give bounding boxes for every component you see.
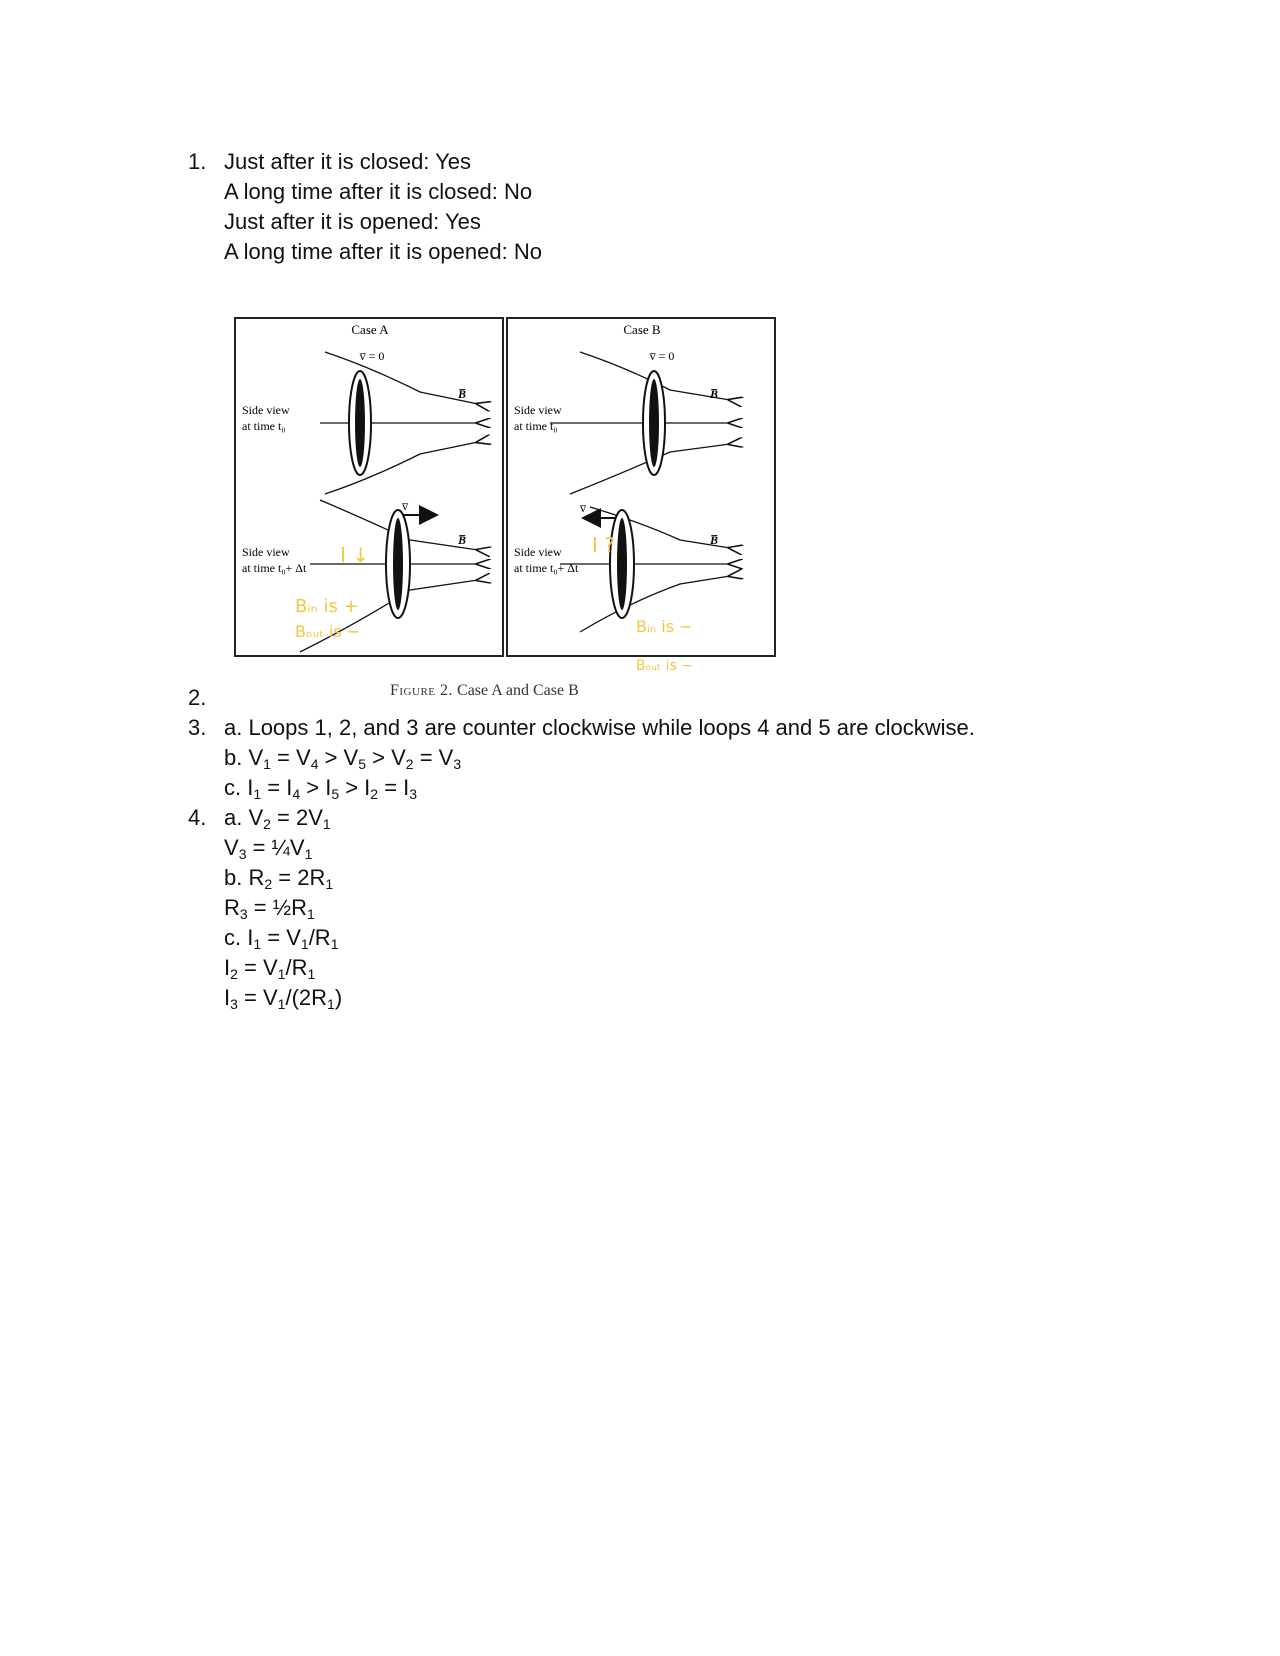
case-a-title: Case A [351, 322, 389, 337]
t: V [224, 835, 239, 860]
item-1-line-2: A long time after it is closed: No [224, 179, 533, 204]
t: = V [270, 745, 311, 770]
item-1-line-3: Just after it is opened: Yes [224, 209, 481, 234]
sub: 1 [327, 996, 335, 1012]
sub: 2 [263, 816, 271, 832]
sub: 2 [405, 756, 414, 772]
case-b-panel [507, 318, 775, 656]
sub: 3 [409, 786, 418, 802]
item-4-number: 4. [188, 805, 207, 830]
sub: 5 [358, 756, 367, 772]
sub: 3 [239, 906, 248, 922]
item-4-c3 [224, 984, 342, 1012]
item-2-number: 2. [188, 685, 207, 710]
case-a-top-v-label: v̅ = 0 [359, 349, 385, 363]
case-a-bottom-b-label: B̅ [458, 533, 467, 547]
sub: 1 [253, 786, 262, 802]
sub: 2 [370, 786, 379, 802]
t: > I [300, 775, 332, 800]
case-b-bout-annotation: Bₒᵤₜ is − [636, 658, 694, 674]
case-b-bottom-v-label: v̅ [580, 501, 586, 515]
t: = I [378, 775, 410, 800]
t: I [224, 955, 231, 980]
t: c. I [224, 925, 254, 950]
sub: 3 [453, 756, 462, 772]
item-4-a2 [224, 834, 312, 862]
t: = V [261, 925, 301, 950]
sub: 4 [292, 786, 301, 802]
t: > I [339, 775, 371, 800]
sub: 5 [331, 786, 340, 802]
case-a-bin-annotation: Bᵢₙ is + [295, 596, 359, 617]
case-a-bottom-v-label: v̅ [402, 499, 408, 513]
item-1-line-4: A long time after it is opened: No [224, 239, 542, 264]
t: c. I [224, 775, 254, 800]
t: = 2V [270, 805, 323, 830]
figure-caption-text: Case A and Case B [457, 682, 579, 699]
item-3-b [224, 744, 461, 772]
item-4-a1 [224, 804, 331, 832]
t: = ½R [247, 895, 307, 920]
t: = V [237, 985, 278, 1010]
t: > V [366, 745, 406, 770]
sub: 1 [322, 816, 331, 832]
sub: 3 [230, 996, 238, 1012]
t: = V [237, 955, 278, 980]
item-4-c2 [224, 954, 315, 982]
case-a-top-b-label: B̅ [458, 387, 467, 401]
sub: 1 [307, 906, 315, 922]
case-b-bottom-time: at time t₀+ Δt [514, 561, 579, 575]
sub: 1 [263, 756, 271, 772]
t: b. V [224, 745, 264, 770]
sub: 1 [300, 936, 309, 952]
case-b-top-b-label: B̅ [710, 387, 719, 401]
case-a-bottom-side-view: Side view [242, 545, 290, 559]
sub: 1 [277, 996, 286, 1012]
figure-caption-label: Figure 2. [390, 682, 454, 699]
item-3-a: a. Loops 1, 2, and 3 are counter clockwise while loops 4 and 5 are clockwise. [224, 715, 975, 740]
sub: 3 [238, 846, 247, 862]
item-1-line-1: Just after it is closed: Yes [224, 149, 472, 174]
case-b-top-side-view: Side view [514, 403, 562, 417]
case-a-top-side-view: Side view [242, 403, 290, 417]
t: I [224, 985, 231, 1010]
item-3-c [224, 774, 417, 802]
item-4-c1 [224, 924, 338, 952]
case-b-top-time: at time t₀ [514, 419, 558, 433]
case-b-current-annotation: I ? [592, 533, 615, 557]
figure-caption [390, 682, 579, 700]
t: R [224, 895, 240, 920]
item-4-b1 [224, 864, 333, 892]
t: = 2R [272, 865, 326, 890]
sub: 4 [310, 756, 319, 772]
sub: 2 [230, 966, 238, 982]
case-b-title: Case B [623, 322, 661, 337]
t: ) [334, 985, 343, 1010]
item-3-number: 3. [188, 715, 207, 740]
t: b. R [224, 865, 265, 890]
case-a-top-time: at time t₀ [242, 419, 286, 433]
sub: 1 [330, 936, 339, 952]
t: > V [318, 745, 359, 770]
case-b-bin-annotation: Bᵢₙ is − [636, 617, 693, 636]
item-4-b2 [224, 894, 315, 922]
item-1-number: 1. [188, 149, 207, 174]
t: = V [413, 745, 454, 770]
case-a-bout-annotation: Bₒᵤₜ is − [295, 622, 361, 641]
t: /(2R [285, 985, 328, 1010]
t: /R [308, 925, 331, 950]
sub: 1 [253, 936, 262, 952]
t: = ¼V [246, 835, 305, 860]
sub: 1 [304, 846, 313, 862]
sub: 2 [264, 876, 273, 892]
t: /R [285, 955, 308, 980]
t: a. V [224, 805, 264, 830]
case-b-bottom-side-view: Side view [514, 545, 562, 559]
t: = I [261, 775, 293, 800]
figure-case-a-case-b [230, 312, 790, 682]
sub: 1 [325, 876, 334, 892]
case-b-bottom-b-label: B̅ [710, 533, 719, 547]
sub: 1 [277, 966, 286, 982]
case-a-current-annotation: I ↓ [340, 543, 370, 567]
case-b-top-v-label: v̅ = 0 [649, 349, 675, 363]
case-a-bottom-time: at time t₀+ Δt [242, 561, 307, 575]
sub: 1 [307, 966, 316, 982]
